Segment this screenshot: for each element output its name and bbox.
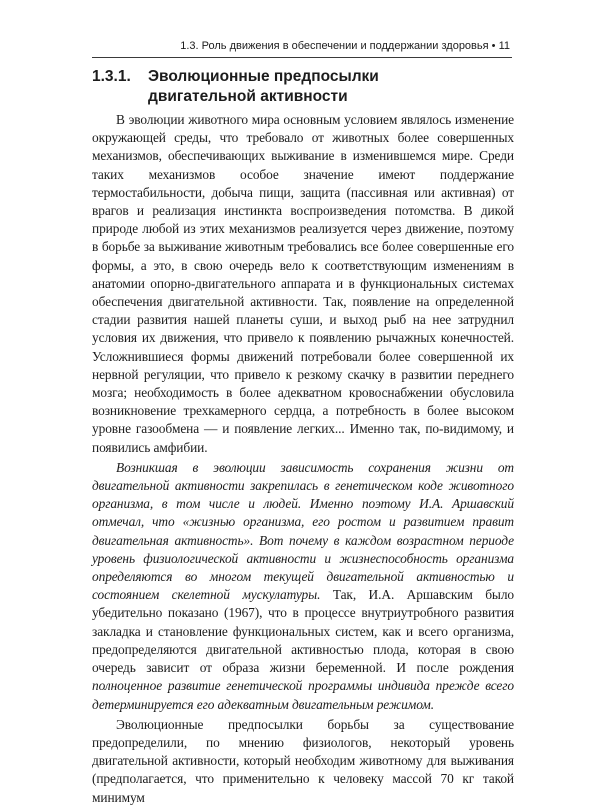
paragraph-2-plain: Так, И.А. Аршавским было убедительно показано (1967), что в процессе внутриутробного развития закладка и становление функциональных систем, как и всего организма, предопределяются двигательной активностью плода, которая в свою очередь зависит от образа жизни беременной. И после рождения bbox=[92, 587, 514, 676]
paragraph-2 bbox=[92, 459, 514, 714]
section-title-line-2: двигательной активности bbox=[148, 88, 348, 105]
body-text bbox=[92, 111, 514, 807]
running-head-title: 1.3. Роль движения в обеспечении и поддержании здоровья bbox=[180, 40, 489, 52]
header-rule bbox=[92, 57, 512, 58]
paragraph-1: В эволюции животного мира основным условием являлось изменение окружающей среды, что требовало от животных более совершенных механизмов, обеспечивающих выживание в изменившемся мире. Среди таких механизмов особое значение имеют поддержание термостабильности, добыча пищи, защита (пассивная или активная) от врагов и реализация инстинкта воспроизведения потомства. В дикой природе любой из этих механизмов реализуется через движение, поэтому в борьбе за выживание животным требовались все более совершенные его формы, а это, в свою очередь вело к соответствующим изменениям в анатомии опорно-двигательного аппарата и в функциональных системах обеспечения двигательной активности. Так, появление на определенной стадии развития нашей планеты суши, и выход рыб на нее затруднил условия их движения, что привело к появлению рычажных конечностей. Усложнившиеся формы движений потребовали более совершенной их нервной регуляции, что привело к резкому скачку в развитии переднего мозга; необходимость в более адекватном кровоснабжении обусловила возникновение трехкамерного сердца, а потребность в более высоком уровне газообмена — и появление легких... Именно так, по-видимому, и появились амфибии. bbox=[92, 112, 514, 455]
paragraph-3: Эволюционные предпосылки борьбы за существование предопределили, по мнению физиологов, некоторый уровень двигательной активности, который необходим животному для выживания (предполагается, что применительно к человеку массой 70 кг такой минимум bbox=[92, 716, 514, 805]
section-number: 1.3.1. bbox=[92, 68, 131, 85]
section-title-line-1: Эволюционные предпосылки bbox=[148, 68, 379, 85]
running-head-bullet: • bbox=[491, 40, 496, 52]
page-number: 11 bbox=[498, 40, 510, 52]
section-heading bbox=[92, 67, 379, 107]
running-head bbox=[90, 40, 510, 52]
paragraph-2-italic-b: полноценное развитие генетической программы индивида прежде всего детерминируется его адекватным двигательным режимом. bbox=[92, 678, 514, 712]
paragraph-2-italic-a: Возникшая в эволюции зависимость сохранения жизни от двигательной активности закрепилась в генетическом коде животного организма, в том числе и людей. Именно поэтому И.А. Аршавский отмечал, что «жизнью организма, его ростом и развитием правит двигательная активность». Вот почему в каждом возрастном периоде уровень физиологической активности и жизнеспособность организма определяются во многом текущей двигательной активностью и состоянием скелетной мускулатуры. bbox=[92, 459, 514, 603]
